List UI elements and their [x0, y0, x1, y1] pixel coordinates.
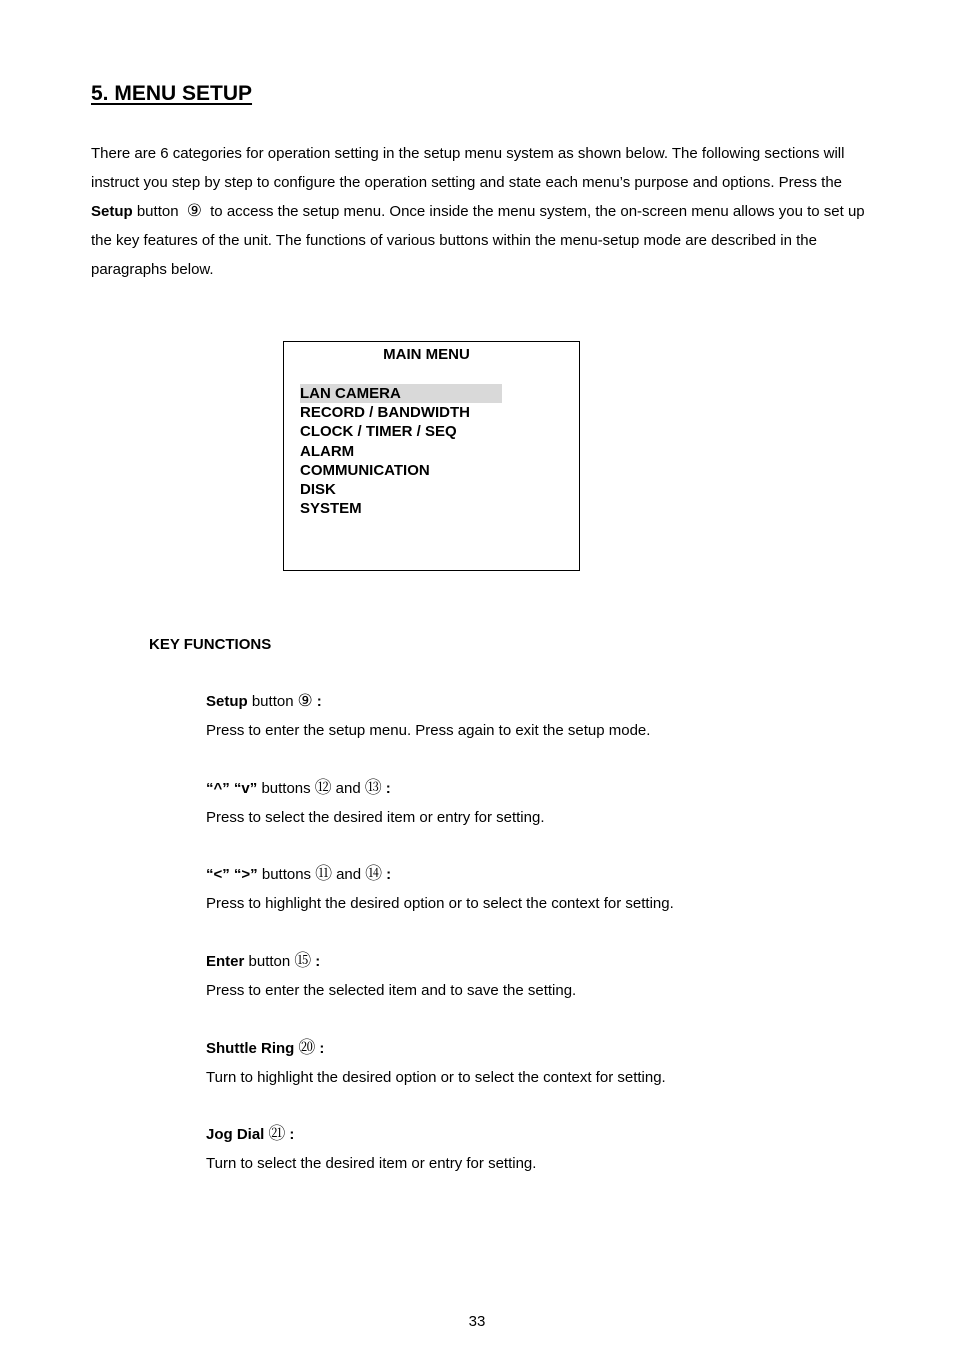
key-enter [206, 952, 866, 1000]
circled-20-icon: ⑳ [298, 1038, 316, 1058]
menu-item-system[interactable]: SYSTEM [300, 500, 362, 518]
key-leftright [206, 865, 866, 913]
key-updown-name: “^” “v” [206, 780, 258, 797]
key-enter-desc: Press to enter the selected item and to save the setting. [206, 982, 577, 999]
key-setup-desc: Press to enter the setup menu. Press again to exit the setup mode. [206, 722, 651, 739]
intro-text-1: There are 6 categories for operation setting in the setup menu system as shown below. The following sections will instruct you step by step to configure the operation setting and state each menu’s purpose and options. Press the [91, 145, 845, 191]
circled-9-icon: ⑨ [297, 691, 313, 711]
key-leftright-suffix: buttons [257, 866, 312, 883]
circled-21-icon: ㉑ [268, 1124, 286, 1144]
key-leftright-name: “<” “>” [206, 866, 258, 883]
key-setup-colon: : [316, 693, 322, 710]
circled-11-icon: ⑪ [315, 864, 333, 884]
key-enter-colon: : [315, 953, 321, 970]
key-leftright-desc: Press to highlight the desired option or to select the context for setting. [206, 895, 674, 912]
key-shuttle [206, 1039, 866, 1087]
circled-14-icon: ⑭ [365, 864, 383, 884]
key-jog-title [206, 1125, 866, 1154]
key-updown-suffix: buttons [257, 780, 311, 797]
key-functions-heading: KEY FUNCTIONS [149, 636, 272, 653]
key-updown-title [206, 779, 866, 808]
menu-item-record-bandwidth[interactable]: RECORD / BANDWIDTH [300, 404, 470, 422]
key-enter-suffix: button [244, 953, 291, 970]
page-number: 33 [468, 1313, 486, 1330]
key-jog-name: Jog Dial [206, 1126, 265, 1143]
key-shuttle-title [206, 1039, 866, 1068]
key-setup-suffix: button [247, 693, 294, 710]
intro-paragraph [91, 139, 866, 284]
key-setup-name: Setup [206, 693, 248, 710]
circled-9-icon: ⑨ [186, 201, 202, 221]
menu-item-lan-camera[interactable]: LAN CAMERA [300, 384, 502, 403]
key-updown-desc: Press to select the desired item or entry for setting. [206, 809, 545, 826]
key-leftright-title [206, 865, 866, 894]
key-jog-desc: Turn to select the desired item or entry for setting. [206, 1155, 537, 1172]
circled-12-icon: ⑫ [314, 778, 332, 798]
main-menu-box [283, 341, 580, 571]
key-shuttle-colon: : [319, 1040, 325, 1057]
key-setup-title [206, 692, 866, 721]
key-jog [206, 1125, 866, 1173]
main-menu-title: MAIN MENU [383, 346, 470, 363]
intro-text-2: button [132, 203, 183, 220]
intro-text-3: to access the setup menu. Once inside the menu system, the on-screen menu allows you to set up the key features of the unit. The functions of various buttons within the menu-setup mode are described in the paragraphs below. [91, 203, 865, 278]
menu-item-communication[interactable]: COMMUNICATION [300, 461, 430, 479]
menu-item-clock-timer-seq[interactable]: CLOCK / TIMER / SEQ [300, 423, 457, 441]
main-menu-list [300, 384, 502, 518]
key-jog-colon: : [289, 1126, 295, 1143]
page-title: 5. MENU SETUP [91, 82, 253, 105]
menu-item-alarm[interactable]: ALARM [300, 442, 355, 460]
key-shuttle-name: Shuttle Ring [206, 1040, 295, 1057]
menu-item-disk[interactable]: DISK [300, 480, 336, 498]
circled-13-icon: ⑬ [364, 778, 382, 798]
key-shuttle-desc: Turn to highlight the desired option or to select the context for setting. [206, 1069, 666, 1086]
key-setup [206, 692, 866, 740]
key-updown [206, 779, 866, 827]
key-leftright-and: and [336, 866, 362, 883]
key-enter-title [206, 952, 866, 981]
key-updown-colon: : [385, 780, 391, 797]
intro-setup-bold: Setup [91, 203, 133, 220]
key-updown-and: and [335, 780, 361, 797]
key-enter-name: Enter [206, 953, 245, 970]
key-leftright-colon: : [386, 866, 392, 883]
circled-15-icon: ⑮ [294, 951, 312, 971]
